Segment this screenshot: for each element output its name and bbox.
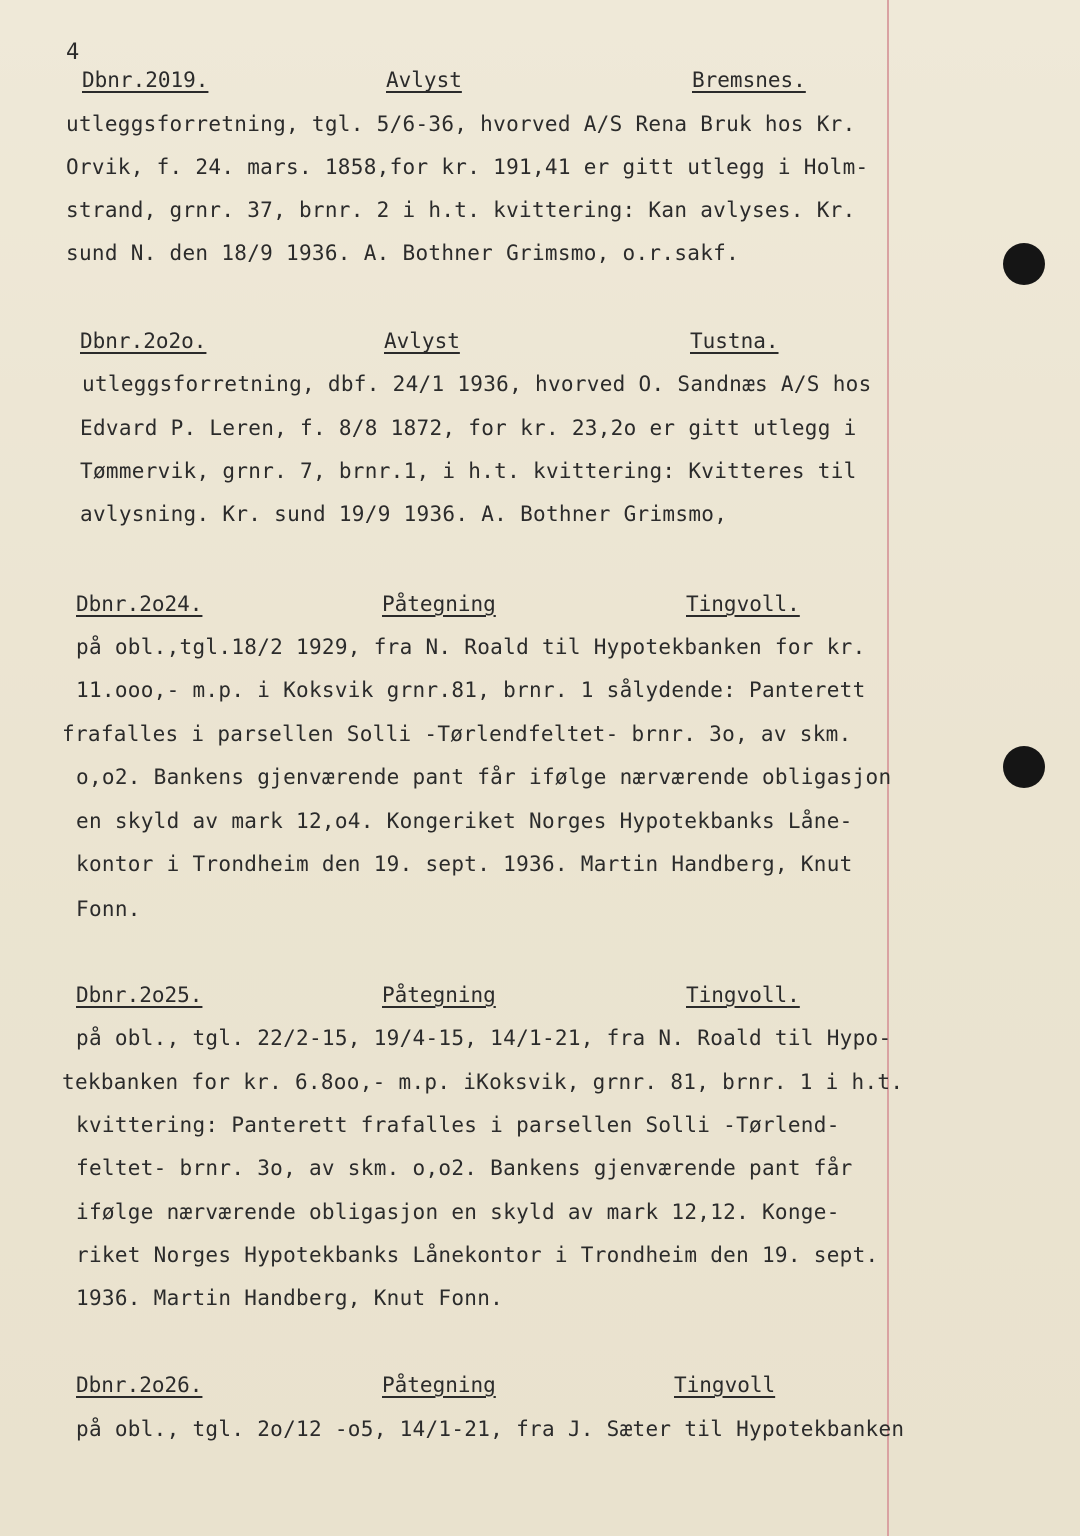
entry-number: Dbnr.2o25.: [76, 983, 203, 1007]
entry-text-line: Edvard P. Leren, f. 8/8 1872, for kr. 23,2o er gitt utlegg i: [80, 416, 857, 440]
entry-number: Dbnr.2o24.: [76, 592, 203, 616]
punch-hole: [1003, 243, 1045, 285]
entry-number: Dbnr.2019.: [82, 68, 209, 92]
entry-text-line: Fonn.: [76, 897, 141, 921]
entry: [0, 983, 904, 1310]
entry-text-line: utleggsforretning, dbf. 24/1 1936, hvorved O. Sandnæs A/S hos: [82, 372, 872, 396]
entry-type: Påtegning: [382, 983, 496, 1007]
entry-text-line: kvittering: Panterett frafalles i parsellen Solli -Tørlend-: [76, 1113, 840, 1137]
punch-hole: [1003, 746, 1045, 788]
entry-text-line: feltet- brnr. 3o, av skm. o,o2. Bankens gjenværende pant får: [76, 1156, 853, 1180]
entry: [0, 592, 892, 921]
entry: [0, 1373, 905, 1441]
entry-text-line: 1936. Martin Handberg, Knut Fonn.: [76, 1286, 504, 1310]
entry-text-line: 11.ooo,- m.p. i Koksvik grnr.81, brnr. 1 sålydende: Panterett: [76, 678, 866, 702]
entry-text-line: utleggsforretning, tgl. 5/6-36, hvorved A/S Rena Bruk hos Kr.: [66, 112, 856, 136]
entry-number: Dbnr.2o2o.: [80, 329, 207, 353]
entry-text-line: en skyld av mark 12,o4. Kongeriket Norges Hypotekbanks Låne-: [76, 809, 853, 833]
entry-type: Avlyst: [384, 329, 460, 353]
entry-type: Påtegning: [382, 592, 496, 616]
page-number: 4: [66, 40, 80, 65]
entry: [0, 68, 890, 265]
entry-header: [0, 329, 890, 359]
entry-place: Tingvoll.: [686, 983, 800, 1007]
entry-text-line: avlysning. Kr. sund 19/9 1936. A. Bothner Grimsmo,: [80, 502, 728, 526]
entry-text-line: kontor i Trondheim den 19. sept. 1936. Martin Handberg, Knut: [76, 852, 853, 876]
entry: [0, 329, 890, 526]
entry-text-line: o,o2. Bankens gjenværende pant får ifølge nærværende obligasjon: [76, 765, 892, 789]
entry-header: [0, 1373, 890, 1403]
entry-text-line: Tømmervik, grnr. 7, brnr.1, i h.t. kvittering: Kvitteres til: [80, 459, 857, 483]
entry-type: Avlyst: [386, 68, 462, 92]
entry-header: [0, 68, 890, 98]
entry-text-line: ifølge nærværende obligasjon en skyld av mark 12,12. Konge-: [76, 1200, 840, 1224]
entry-place: Tingvoll: [674, 1373, 776, 1397]
entry-text-line: på obl., tgl. 22/2-15, 19/4-15, 14/1-21, fra N. Roald til Hypo-: [76, 1026, 892, 1050]
entry-number: Dbnr.2o26.: [76, 1373, 203, 1397]
entry-text-line: strand, grnr. 37, brnr. 2 i h.t. kvittering: Kan avlyses. Kr.: [66, 198, 856, 222]
entry-type: Påtegning: [382, 1373, 496, 1397]
entry-text-line: sund N. den 18/9 1936. A. Bothner Grimsmo, o.r.sakf.: [66, 241, 740, 265]
entry-text-line: på obl.,tgl.18/2 1929, fra N. Roald til Hypotekbanken for kr.: [76, 635, 866, 659]
entry-header: [0, 983, 890, 1013]
entry-place: Tustna.: [690, 329, 779, 353]
entry-place: Bremsnes.: [692, 68, 806, 92]
entry-text-line: Orvik, f. 24. mars. 1858,for kr. 191,41 er gitt utlegg i Holm-: [66, 155, 869, 179]
entry-text-line: på obl., tgl. 2o/12 -o5, 14/1-21, fra J. Sæter til Hypotekbanken: [76, 1417, 905, 1441]
entry-text-line: riket Norges Hypotekbanks Lånekontor i Trondheim den 19. sept.: [76, 1243, 879, 1267]
entry-place: Tingvoll.: [686, 592, 800, 616]
entry-text-line: frafalles i parsellen Solli -Tørlendfeltet- brnr. 3o, av skm.: [62, 722, 852, 746]
entry-text-line: tekbanken for kr. 6.8oo,- m.p. iKoksvik, grnr. 81, brnr. 1 i h.t.: [62, 1070, 904, 1094]
entry-header: [0, 592, 890, 622]
